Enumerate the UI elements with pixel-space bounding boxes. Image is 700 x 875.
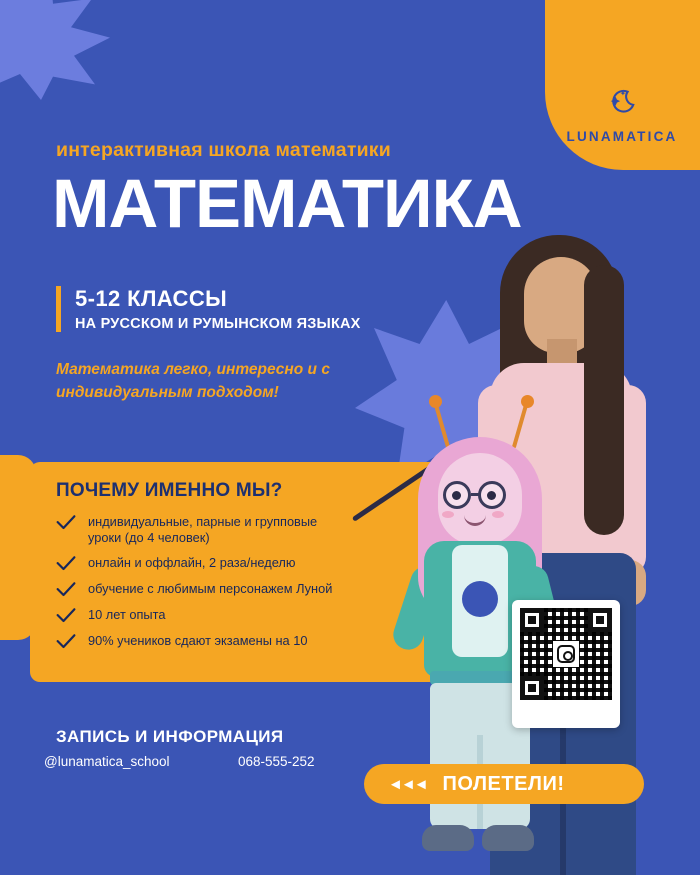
mascot-antenna-ball-right xyxy=(521,395,534,408)
mascot-antenna-ball-left xyxy=(429,395,442,408)
qr-code-image[interactable] xyxy=(520,608,612,700)
qr-code-card[interactable] xyxy=(512,600,620,728)
list-item-label: 10 лет опыта xyxy=(88,607,166,622)
brand-logo xyxy=(558,86,686,144)
grades-block xyxy=(56,286,361,332)
mascot-logo-badge xyxy=(462,581,498,617)
check-icon xyxy=(56,608,76,624)
grades-sub-text: НА РУССКОМ И РУМЫНСКОМ ЯЗЫКАХ xyxy=(75,316,361,332)
mascot-cheek-right xyxy=(492,511,504,518)
list-item xyxy=(56,607,450,624)
list-item xyxy=(56,555,450,572)
mascot-eye-right xyxy=(487,491,496,500)
tagline-text: Математика легко, интересно и с индивидуальным подходом! xyxy=(56,361,330,401)
list-item xyxy=(56,514,450,546)
contact-instagram-handle[interactable]: @lunamatica_school xyxy=(44,754,170,769)
list-item-label: онлайн и оффлайн, 2 раза/неделю xyxy=(88,555,296,570)
mascot-antenna-left xyxy=(434,403,451,448)
list-item-label: индивидуальные, парные и групповые уроки (до 4 человек) xyxy=(88,514,318,545)
check-icon xyxy=(56,582,76,598)
qr-finder-bottom-left xyxy=(520,676,544,700)
mascot-antenna-right xyxy=(512,403,529,448)
why-us-list xyxy=(56,514,450,650)
mascot-shoe-left xyxy=(422,825,474,851)
list-item-label: обучение с любимым персонажем Луной xyxy=(88,581,333,596)
arrows-left-icon: ◄◄◄ xyxy=(388,775,427,793)
list-item xyxy=(56,633,450,650)
cta-button-label: ПОЛЕТЕЛИ! xyxy=(442,772,565,795)
contact-phone[interactable]: 068-555-252 xyxy=(238,754,315,769)
list-item-label: 90% учеников сдают экзамены на 10 xyxy=(88,633,308,648)
contact-title: ЗАПИСЬ И ИНФОРМАЦИЯ xyxy=(56,727,284,746)
glasses-bridge xyxy=(471,493,480,496)
decorative-blob-top-left xyxy=(0,0,110,100)
brand-name: LUNAMATICA xyxy=(566,129,678,144)
instagram-icon xyxy=(553,641,579,667)
kicker-text: интерактивная школа математики xyxy=(56,139,391,161)
mascot-eye-left xyxy=(452,491,461,500)
check-icon xyxy=(56,515,76,531)
check-icon xyxy=(56,634,76,650)
qr-finder-top-left xyxy=(520,608,544,632)
moon-star-icon xyxy=(558,86,686,128)
moon-star-icon-svg xyxy=(607,88,637,118)
mascot-shoe-right xyxy=(482,825,534,851)
why-us-title: ПОЧЕМУ ИМЕННО МЫ? xyxy=(56,480,283,501)
cta-button[interactable] xyxy=(364,764,644,804)
grades-main-text: 5-12 КЛАССЫ xyxy=(75,286,228,311)
check-icon xyxy=(56,556,76,572)
qr-finder-top-right xyxy=(588,608,612,632)
gold-corner-bar xyxy=(545,0,700,170)
list-item xyxy=(56,581,450,598)
page-title: МАТЕМАТИКА xyxy=(52,165,522,242)
mascot-cheek-left xyxy=(442,511,454,518)
